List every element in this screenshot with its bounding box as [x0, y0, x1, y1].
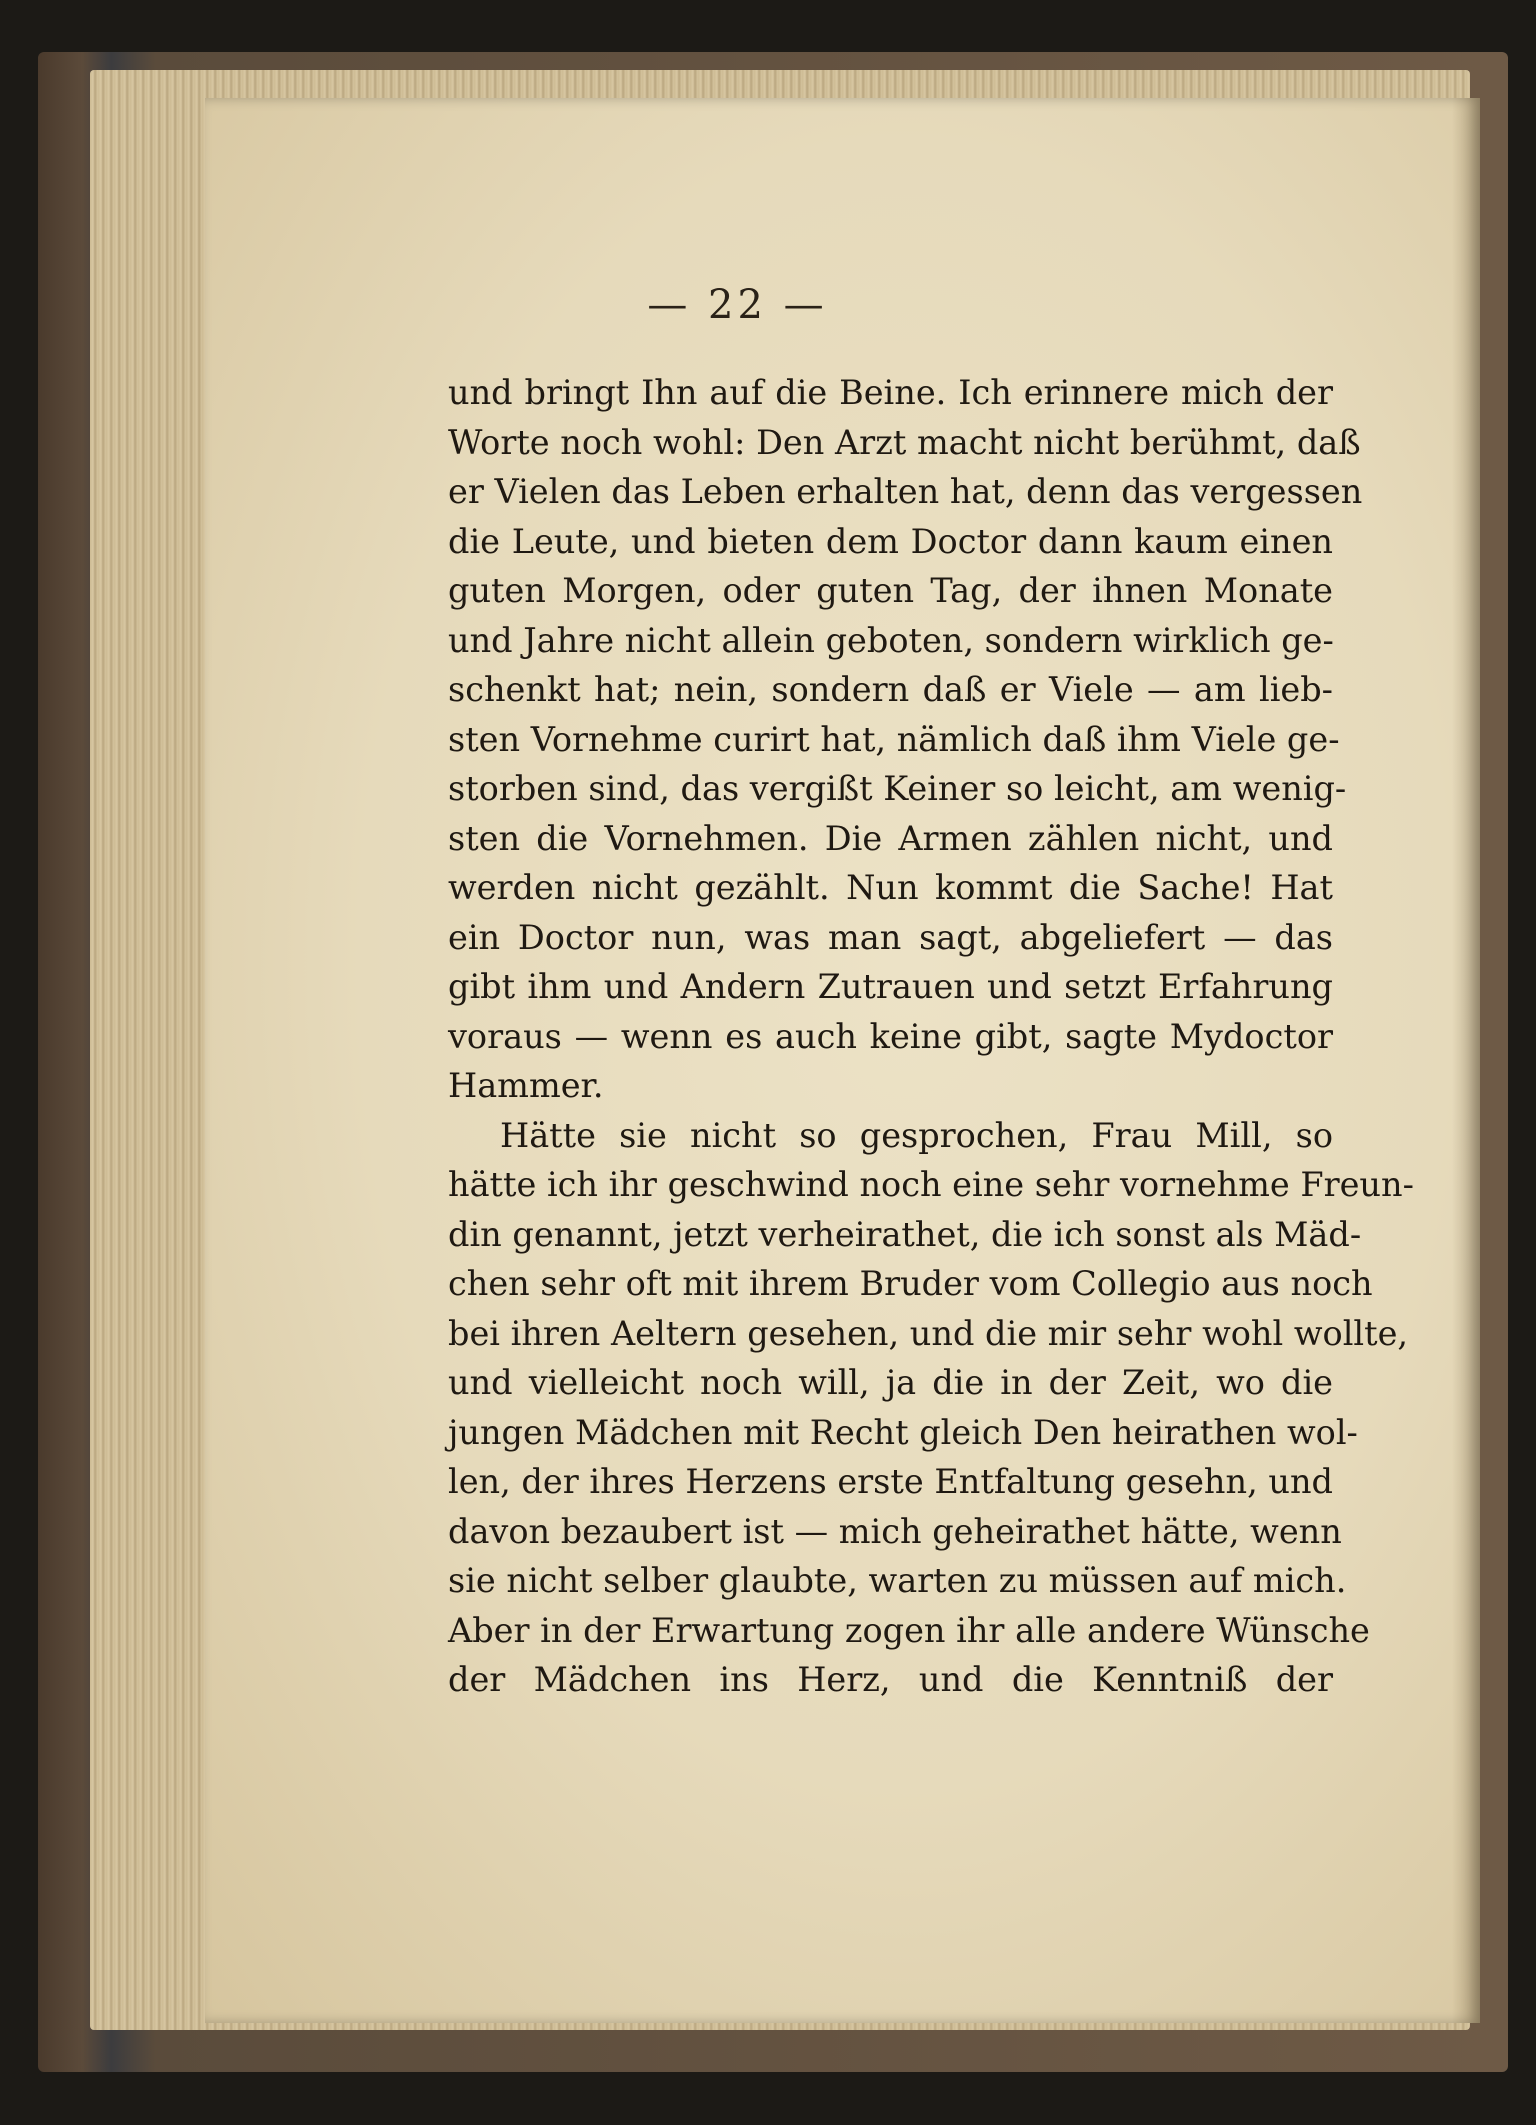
text-line: werden nicht gezählt. Nun kommt die Sache! Hat — [448, 868, 1333, 907]
text-line: chen sehr oft mit ihrem Bruder vom Collegio aus noch — [448, 1264, 1373, 1303]
text-line: und vielleicht noch will, ja die in der Zeit, wo die — [448, 1363, 1333, 1402]
text-line: voraus — wenn es auch keine gibt, sagte Mydoctor — [448, 1016, 1333, 1056]
text-line: Aber in der Erwartung zogen ihr alle andere Wünsche — [448, 1610, 1370, 1650]
page-text — [448, 368, 1414, 1705]
text-line: die Leute, und bieten dem Doctor dann kaum einen — [448, 521, 1333, 561]
text-line: und bringt Ihn auf die Beine. Ich erinnere mich der — [448, 373, 1333, 412]
text-line: schenkt hat; nein, sondern daß er Viele — am lieb- — [448, 670, 1333, 709]
text-line: er Vielen das Leben erhalten hat, denn das vergessen — [448, 472, 1363, 511]
text-line: guten Morgen, oder guten Tag, der ihnen Monate — [448, 571, 1333, 610]
text-line: len, der ihres Herzens erste Entfaltung gesehn, und — [448, 1462, 1333, 1501]
text-line: storben sind, das vergißt Keiner so leicht, am wenig- — [448, 769, 1347, 808]
text-line: din genannt, jetzt verheirathet, die ich sonst als Mäd- — [448, 1214, 1362, 1254]
text-line: der Mädchen ins Herz, und die Kenntniß der — [448, 1660, 1333, 1699]
paragraph-start-line: Hätte sie nicht so gesprochen, Frau Mill, so — [500, 1115, 1333, 1155]
text-line: davon bezaubert ist — mich geheirathet hätte, wenn — [448, 1511, 1342, 1551]
text-line: und Jahre nicht allein geboten, sondern wirklich ge- — [448, 620, 1334, 660]
text-line: sten die Vornehmen. Die Armen zählen nicht, und — [448, 818, 1333, 858]
text-line: hätte ich ihr geschwind noch eine sehr vornehme Freun- — [448, 1165, 1414, 1204]
text-line: gibt ihm und Andern Zutrauen und setzt Erfahrung — [448, 967, 1333, 1006]
page-number: — 22 — — [647, 282, 828, 328]
page-gutter-shadow — [1452, 98, 1480, 2023]
text-line: sten Vornehme curirt hat, nämlich daß ihm Viele ge- — [448, 719, 1340, 759]
text-line: bei ihren Aeltern gesehen, und die mir sehr wohl wollte, — [448, 1313, 1409, 1353]
text-line: Worte noch wohl: Den Arzt macht nicht berühmt, daß — [448, 422, 1361, 462]
text-line: ein Doctor nun, was man sagt, abgeliefert — das — [448, 917, 1333, 957]
text-line: jungen Mädchen mit Recht gleich Den heirathen wol- — [448, 1412, 1358, 1452]
text-line: sie nicht selber glaubte, warten zu müssen auf mich. — [448, 1561, 1347, 1600]
text-line: Hammer. — [448, 1066, 604, 1105]
